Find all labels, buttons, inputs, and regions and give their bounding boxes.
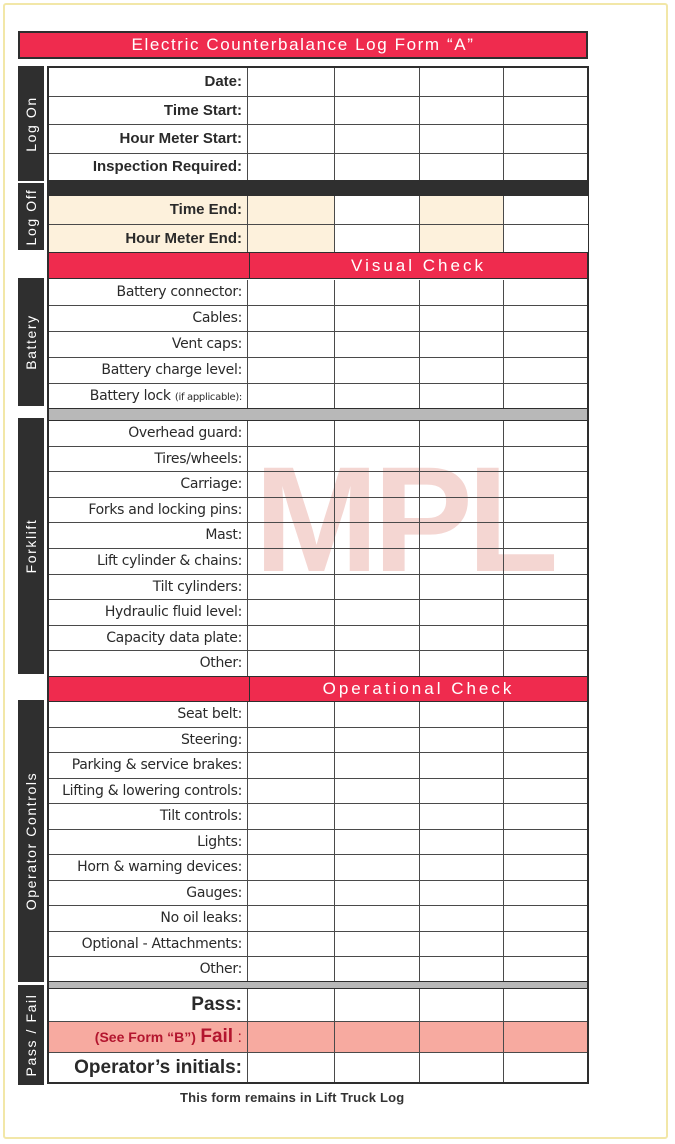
entry-cell[interactable] [334,957,335,982]
row-battery-connector: Battery connector: [49,280,587,306]
entry-cell[interactable] [419,957,420,982]
entry-cell[interactable] [419,68,420,96]
row-cables: Cables: [49,306,587,332]
entry-cell[interactable] [503,225,588,252]
entry-cell[interactable] [334,855,335,880]
entry-cell[interactable] [419,306,420,331]
entry-cell[interactable] [503,600,504,625]
entry-cell[interactable] [503,651,504,676]
entry-cell[interactable] [503,306,504,331]
row-pass: Pass: [49,989,587,1022]
entry-cell[interactable] [334,125,335,153]
entry-cell[interactable] [334,154,335,180]
entry-cell[interactable] [419,779,420,804]
entry-cell[interactable] [503,932,504,957]
entry-cell[interactable] [419,549,420,574]
operator-check-row: No oil leaks: [49,906,587,932]
entry-cell[interactable] [419,702,420,727]
forklift-check-row: Carriage: [49,472,587,498]
entry-cell[interactable] [503,196,588,224]
entry-cell[interactable] [503,989,504,1021]
form-title: Electric Counterbalance Log Form “A” [18,31,588,59]
operator-check-row: Tilt controls: [49,804,587,830]
entry-cell[interactable] [334,498,335,523]
entry-cell[interactable] [419,804,420,829]
entry-cell[interactable] [334,549,335,574]
controls-separator [49,981,587,989]
forklift-check-row: Tires/wheels: [49,447,587,473]
entry-cell[interactable] [503,154,504,180]
entry-cell[interactable] [334,932,335,957]
entry-cell[interactable] [503,830,504,855]
forklift-check-row: Other: [49,651,587,676]
entry-cell[interactable] [419,447,420,472]
forklift-check-row: Forks and locking pins: [49,498,587,524]
entry-cell[interactable] [503,1022,504,1052]
operator-check-row: Gauges: [49,881,587,907]
entry-cell[interactable] [503,855,504,880]
entry-cell[interactable] [419,154,420,180]
entry-cell[interactable] [334,804,335,829]
entry-cell[interactable] [503,68,504,96]
operator-check-row: Lights: [49,830,587,856]
side-label-pass-fail: Pass / Fail [18,985,44,1085]
operator-check-row: Optional - Attachments: [49,932,587,958]
battery-separator [49,408,587,421]
forklift-check-row: Overhead guard: [49,421,587,447]
entry-cell[interactable] [334,68,335,96]
entry-cell[interactable] [419,575,420,600]
forklift-check-row: Tilt cylinders: [49,575,587,601]
row-time-start: Time Start: [49,97,587,125]
entry-cell[interactable] [503,549,504,574]
entry-cell[interactable] [334,196,420,224]
entry-cell[interactable] [334,779,335,804]
footer-note: This form remains in Lift Truck Log [180,1090,405,1105]
row-date: Date: [49,68,587,97]
checklist-grid [47,66,589,1084]
row-inspection-required: Inspection Required: [49,154,587,180]
entry-cell[interactable] [503,1053,504,1082]
operator-check-row: Steering: [49,728,587,754]
entry-cell[interactable] [334,306,335,331]
entry-cell[interactable] [503,881,504,906]
row-hour-meter-end: Hour Meter End: [49,225,587,252]
entry-cell[interactable] [419,728,420,753]
forklift-check-row: Hydraulic fluid level: [49,600,587,626]
entry-cell[interactable] [334,626,335,651]
entry-cell[interactable] [503,753,504,778]
entry-cell[interactable] [503,358,504,383]
forklift-check-row: Mast: [49,523,587,549]
entry-cell[interactable] [419,881,420,906]
entry-cell[interactable] [503,626,504,651]
entry-cell[interactable] [334,384,335,408]
entry-cell[interactable] [419,97,420,124]
entry-cell[interactable] [503,498,504,523]
entry-cell[interactable] [334,225,420,252]
entry-cell[interactable] [334,472,335,497]
row-vent-caps: Vent caps: [49,332,587,358]
entry-cell[interactable] [419,1022,420,1052]
row-battery-lock: Battery lock (if applicable): [49,384,587,408]
entry-cell[interactable] [419,280,420,305]
entry-cell[interactable] [334,447,335,472]
entry-cell[interactable] [503,472,504,497]
operator-check-row: Parking & service brakes: [49,753,587,779]
entry-cell[interactable] [419,384,420,408]
entry-cell[interactable] [334,1053,335,1082]
section-operational-check: Operational Check [49,676,587,702]
operator-check-row: Horn & warning devices: [49,855,587,881]
entry-cell[interactable] [419,830,420,855]
entry-cell[interactable] [503,804,504,829]
operator-check-row: Seat belt: [49,702,587,728]
entry-cell[interactable] [503,125,504,153]
entry-cell[interactable] [503,728,504,753]
entry-cell[interactable] [334,332,335,357]
entry-cell[interactable] [334,728,335,753]
entry-cell[interactable] [503,421,504,446]
side-label-log-on: Log On [18,66,44,181]
entry-cell[interactable] [503,97,504,124]
entry-cell[interactable] [334,97,335,124]
entry-cell[interactable] [419,600,420,625]
entry-cell[interactable] [419,989,420,1021]
row-battery-charge-level: Battery charge level: [49,358,587,384]
entry-cell[interactable] [503,957,504,982]
entry-cell[interactable] [419,855,420,880]
entry-cell[interactable] [334,600,335,625]
entry-cell[interactable] [419,472,420,497]
entry-cell[interactable] [334,906,335,931]
side-label-battery: Battery [18,278,44,406]
entry-cell[interactable] [334,575,335,600]
row-fail: (See Form “B”) Fail : [49,1022,587,1053]
entry-cell[interactable] [419,196,420,224]
operator-check-row: Other: [49,957,587,982]
entry-cell[interactable] [419,626,420,651]
entry-cell[interactable] [334,753,335,778]
entry-cell[interactable] [503,575,504,600]
entry-cell[interactable] [419,932,420,957]
entry-cell[interactable] [419,753,420,778]
entry-cell[interactable] [419,498,420,523]
entry-cell[interactable] [419,125,420,153]
entry-cell[interactable] [419,523,420,548]
operator-check-row: Lifting & lowering controls: [49,779,587,805]
entry-cell[interactable] [419,332,420,357]
row-hour-meter-start: Hour Meter Start: [49,125,587,154]
entry-cell[interactable] [503,280,504,305]
side-label-operator-controls: Operator Controls [18,700,44,982]
entry-cell[interactable] [419,651,420,676]
entry-cell[interactable] [503,702,504,727]
entry-cell[interactable] [419,906,420,931]
entry-cell[interactable] [419,1053,420,1082]
entry-cell[interactable] [503,447,504,472]
entry-cell[interactable] [334,280,335,305]
side-label-forklift: Forklift [18,418,44,674]
entry-cell[interactable] [334,1022,335,1052]
entry-cell[interactable] [503,779,504,804]
entry-cell[interactable] [503,332,504,357]
entry-cell[interactable] [334,651,335,676]
sample-watermark: MPL [254,444,553,594]
side-label-log-off: Log Off [18,183,44,250]
entry-cell[interactable] [419,421,420,446]
row-time-end: Time End: [49,196,587,225]
entry-cell[interactable] [334,523,335,548]
entry-cell[interactable] [334,830,335,855]
forklift-check-row: Capacity data plate: [49,626,587,652]
entry-cell[interactable] [334,989,335,1021]
entry-cell[interactable] [334,358,335,383]
entry-cell[interactable] [334,702,335,727]
log-separator [49,180,587,196]
entry-cell[interactable] [503,906,504,931]
section-visual-check: Visual Check [49,252,587,279]
entry-cell[interactable] [334,881,335,906]
entry-cell[interactable] [419,358,420,383]
entry-cell[interactable] [419,225,420,252]
forklift-check-row: Lift cylinder & chains: [49,549,587,575]
row-operator-initials: Operator’s initials: [49,1053,587,1082]
entry-cell[interactable] [503,384,504,408]
entry-cell[interactable] [334,421,335,446]
entry-cell[interactable] [503,523,504,548]
